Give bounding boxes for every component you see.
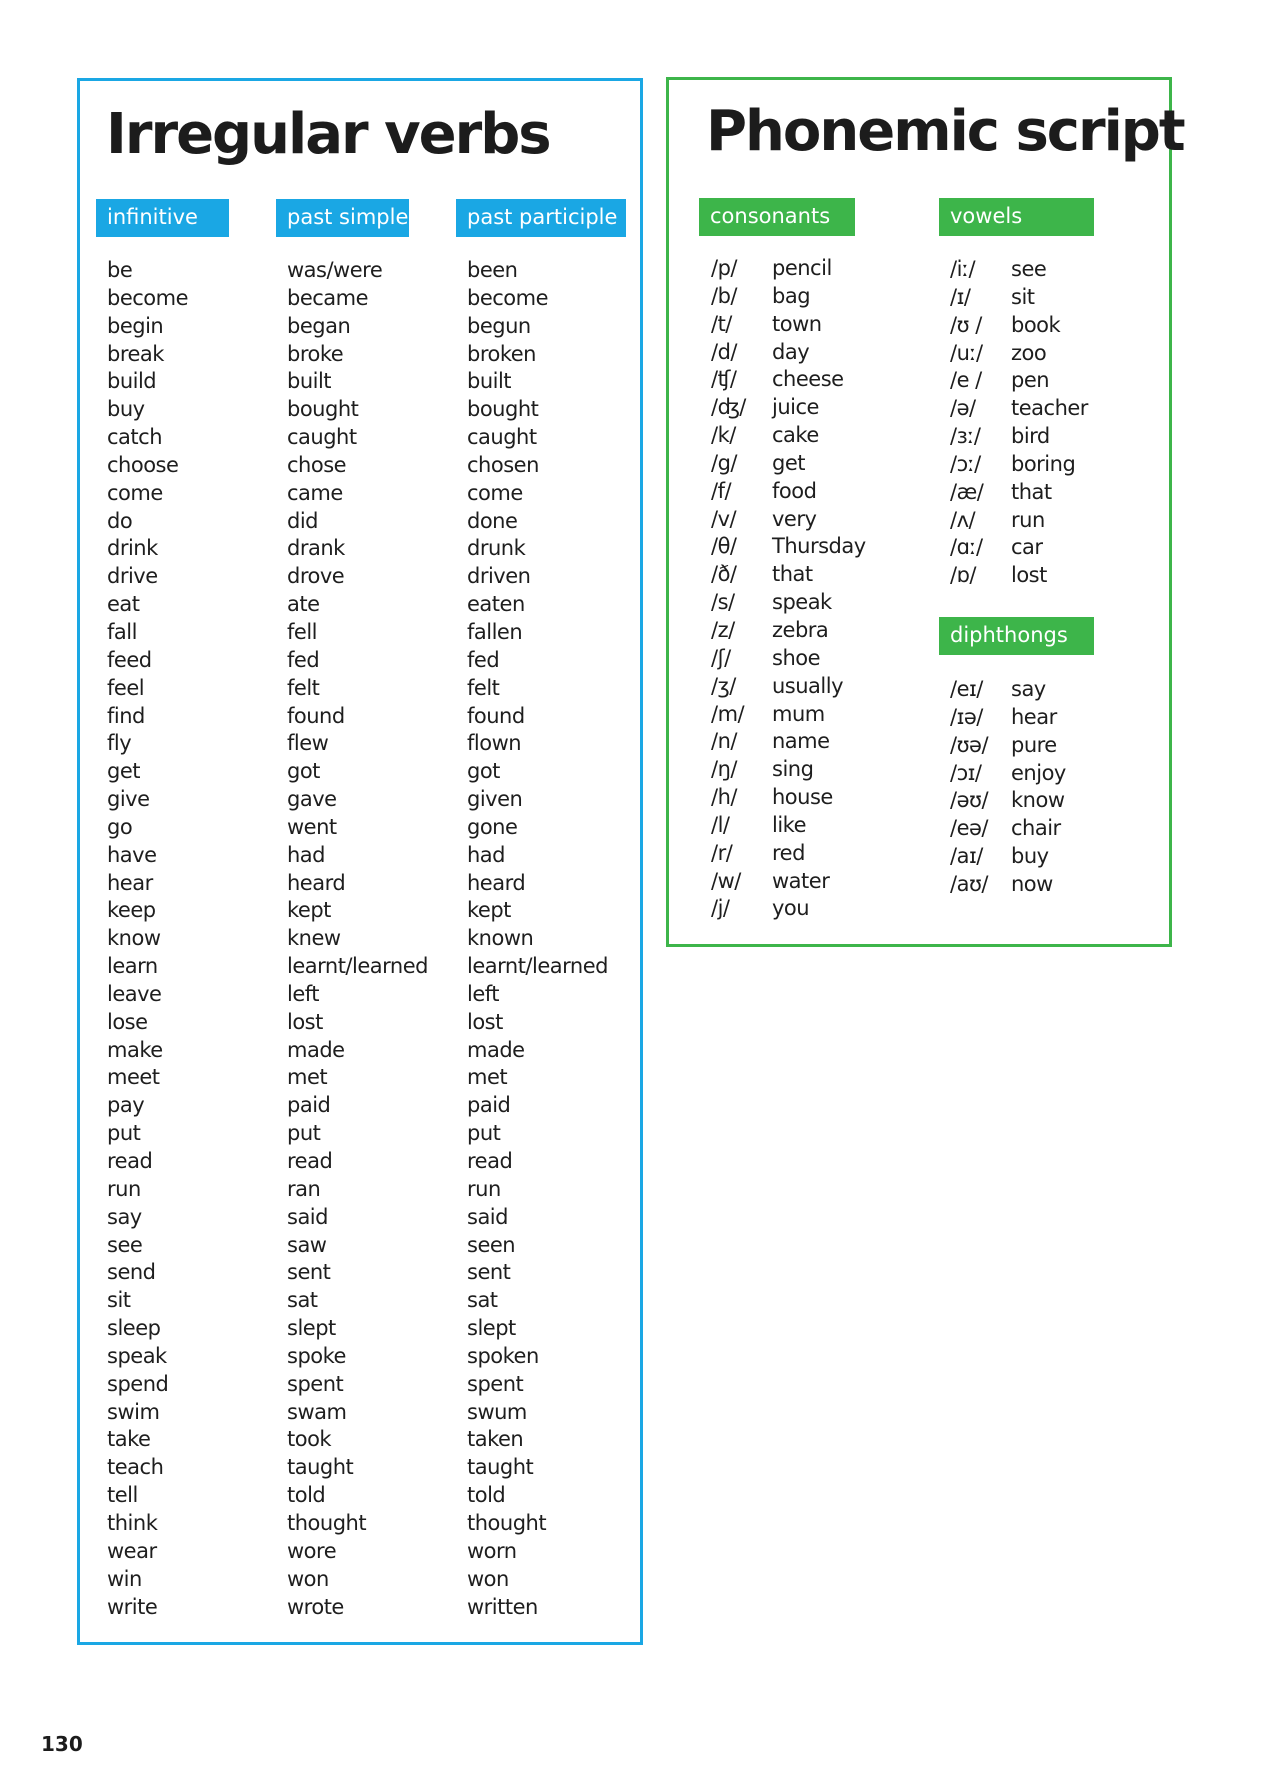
example-word: bag [772,283,811,308]
verb-cell: seen [467,1232,516,1257]
verb-cell: say [107,1204,142,1229]
example-word: bird [1011,424,1050,449]
phoneme-row [711,840,911,868]
diphthongs-header: diphthongs [939,617,1094,655]
phoneme-row [950,312,1150,340]
verb-cell: said [287,1204,328,1229]
verb-cell: come [107,480,163,505]
verb-cell: felt [287,675,320,700]
example-word: shoe [772,645,821,670]
verb-cell: broken [467,341,536,366]
verb-cell: kept [467,898,511,923]
phoneme-row [950,423,1150,451]
phoneme-symbol: /b/ [711,283,737,308]
verb-cell: fallen [467,619,523,644]
verb-cell: become [107,285,189,310]
verb-cell: sat [467,1288,498,1313]
example-word: red [772,840,805,865]
past-simple-header: past simple [276,199,409,237]
verb-cell: keep [107,898,156,923]
verb-cell: flew [287,731,329,756]
phoneme-row [950,562,1150,590]
verb-cell: met [287,1065,328,1090]
diphthongs-list [950,676,1150,899]
verb-cell: put [107,1121,141,1146]
phoneme-row [950,760,1150,788]
verb-cell: taught [287,1455,354,1480]
verb-cell: fell [287,619,317,644]
example-word: enjoy [1011,760,1066,785]
verb-cell: give [107,787,150,812]
verb-cell: done [467,508,518,533]
phoneme-row [711,450,911,478]
verb-cell: found [467,703,525,728]
verb-cell: written [467,1594,538,1619]
verb-cell: lost [467,1009,503,1034]
example-word: now [1011,871,1053,896]
verb-cell: fall [107,619,137,644]
verb-cell: broke [287,341,344,366]
verb-cell: gave [287,787,337,812]
phoneme-row [950,732,1150,760]
verb-cell: break [107,341,164,366]
phoneme-row [950,704,1150,732]
phoneme-row [711,311,911,339]
phoneme-row [950,534,1150,562]
verb-cell: make [107,1037,163,1062]
phoneme-symbol: /ɑː/ [950,535,983,560]
verb-cell: made [287,1037,345,1062]
phoneme-symbol: /ʊ / [950,312,982,337]
phoneme-symbol: /aʊ/ [950,871,988,896]
irregular-verbs-panel [77,78,643,1645]
phoneme-symbol: /ð/ [711,562,737,587]
verb-cell: chosen [467,452,539,477]
example-word: that [772,562,813,587]
verb-cell: built [467,369,512,394]
verb-cell: felt [467,675,500,700]
phoneme-symbol: /d/ [711,339,737,364]
consonants-list [711,255,911,923]
verb-cell: ran [287,1176,321,1201]
verb-cell: get [107,759,140,784]
example-word: speak [772,590,832,615]
example-word: pure [1011,732,1057,757]
verb-cell: learnt/learned [287,954,428,979]
verb-cell: hear [107,870,153,895]
infinitive-header: infinitive [96,199,229,237]
phoneme-symbol: /k/ [711,423,736,448]
phoneme-symbol: /n/ [711,729,737,754]
phoneme-row [950,340,1150,368]
phoneme-row [711,478,911,506]
verb-cell: find [107,703,145,728]
example-word: day [772,339,810,364]
page-number: 130 [41,1732,83,1756]
verb-cell: bought [287,397,359,422]
verb-cell: paid [467,1093,511,1118]
verb-cell: take [107,1427,151,1452]
example-word: book [1011,312,1061,337]
example-word: sing [772,757,814,782]
verb-cell: fed [287,647,320,672]
phoneme-row [950,843,1150,871]
verb-cell: begun [467,313,531,338]
verb-cell: wear [107,1538,157,1563]
example-word: sit [1011,284,1035,309]
phoneme-symbol: /t/ [711,311,732,336]
irregular-verbs-title: Irregular verbs [106,102,550,167]
verb-cell: got [287,759,320,784]
phoneme-row [711,255,911,283]
example-word: know [1011,788,1065,813]
verb-cell: won [287,1566,329,1591]
phoneme-row [711,561,911,589]
verb-cell: made [467,1037,525,1062]
verb-cell: wrote [287,1594,344,1619]
verb-cell: catch [107,425,163,450]
verb-cell: kept [287,898,331,923]
phoneme-symbol: /ɔː/ [950,451,981,476]
vowels-header: vowels [939,198,1094,236]
verb-cell: learnt/learned [467,954,608,979]
example-word: run [1011,507,1045,532]
verb-cell: drink [107,536,158,561]
phoneme-symbol: /p/ [711,256,737,280]
verb-cell: thought [287,1510,367,1535]
phoneme-row [711,366,911,394]
verb-cell: spoken [467,1343,539,1368]
example-word: like [772,812,807,837]
phoneme-symbol: /g/ [711,450,737,475]
verb-cell: go [107,814,133,839]
consonants-header: consonants [699,198,855,236]
phoneme-symbol: /j/ [711,896,730,921]
phoneme-symbol: /ɒ/ [950,563,976,588]
phoneme-symbol: /əʊ/ [950,788,989,813]
phoneme-row [711,283,911,311]
phoneme-symbol: /e / [950,368,982,393]
phoneme-symbol: /ɪə/ [950,704,983,729]
verb-cell: began [287,313,351,338]
phoneme-symbol: /ɔɪ/ [950,760,982,785]
phoneme-symbol: /ɜː/ [950,424,981,449]
example-word: house [772,785,833,810]
phoneme-row [950,787,1150,815]
verb-cell: win [107,1566,142,1591]
verb-cell: flown [467,731,522,756]
verb-cell: read [287,1149,333,1173]
verb-cell: read [467,1149,513,1173]
verb-cell: sit [107,1288,131,1313]
verb-cell: met [467,1065,508,1090]
phoneme-symbol: /æ/ [950,479,984,504]
phoneme-row [711,394,911,422]
phoneme-row [950,815,1150,843]
example-word: buy [1011,844,1049,869]
phoneme-row [711,506,911,534]
example-word: mum [772,701,825,726]
phoneme-symbol: /iː/ [950,257,976,281]
example-word: food [772,478,817,503]
example-word: you [772,896,810,921]
example-word: boring [1011,451,1076,476]
verb-cell: went [287,814,337,839]
verb-cell: tell [107,1483,138,1508]
verb-cell: became [287,285,369,310]
phoneme-row [711,701,911,729]
verb-cell: see [107,1232,143,1257]
verb-cell: choose [107,452,179,477]
phoneme-row [950,451,1150,479]
phoneme-symbol: /ʌ/ [950,507,976,532]
verb-cell: thought [467,1510,547,1535]
verb-cell: read [107,1149,153,1173]
verb-cell: spoke [287,1343,346,1368]
verb-cell: write [107,1594,158,1619]
example-word: pencil [772,256,832,280]
verb-cell: fed [467,647,500,672]
phoneme-symbol: /r/ [711,840,733,865]
verb-cell: send [107,1260,156,1285]
verb-cell: leave [107,981,162,1006]
verb-cell: do [107,508,133,533]
verb-cell: left [467,981,500,1006]
verb-cell: driven [467,564,531,589]
phoneme-row [711,617,911,645]
verb-cell: be [107,258,133,282]
phoneme-symbol: /w/ [711,868,741,893]
example-word: car [1011,535,1043,560]
phoneme-symbol: /ʒ/ [711,673,736,698]
verb-cell: eat [107,592,140,617]
verb-cell: begin [107,313,164,338]
example-word: see [1011,257,1047,281]
verb-cell: heard [467,870,526,895]
phoneme-symbol: /ə/ [950,396,976,421]
phoneme-symbol: /z/ [711,617,735,642]
phoneme-row [711,812,911,840]
verb-cell: feed [107,647,152,672]
verb-cell: slept [467,1316,516,1341]
verb-cell: did [287,508,318,533]
phoneme-row [711,868,911,896]
phoneme-row [711,673,911,701]
verb-cell: drank [287,536,345,561]
example-word: pen [1011,368,1050,393]
verb-cell: lost [287,1009,323,1034]
verb-cell: slept [287,1316,336,1341]
verb-cell: build [107,369,157,394]
phonemic-script-title: Phonemic script [706,99,1184,164]
verb-cell: lose [107,1009,148,1034]
phoneme-symbol: /v/ [711,506,737,531]
phoneme-row [950,367,1150,395]
infinitive-column [107,257,188,1621]
phoneme-row [950,871,1150,899]
past-participle-column [467,257,608,1621]
verb-cell: spend [107,1371,169,1396]
example-word: chair [1011,816,1061,841]
example-word: cheese [772,367,844,392]
verb-cell: think [107,1510,158,1535]
verb-cell: given [467,787,523,812]
verb-cell: chose [287,452,347,477]
vowels-list [950,256,1150,590]
phoneme-row [950,395,1150,423]
phoneme-row [711,728,911,756]
example-word: Thursday [772,534,866,559]
verb-cell: sent [467,1260,511,1285]
example-word: that [1011,479,1052,504]
verb-cell: sent [287,1260,331,1285]
phoneme-row [711,533,911,561]
example-word: cake [772,423,819,448]
phoneme-row [950,284,1150,312]
phoneme-symbol: /uː/ [950,340,983,365]
phoneme-symbol: /m/ [711,701,745,726]
verb-cell: was/were [287,258,383,282]
example-word: get [772,450,805,475]
verb-cell: won [467,1566,509,1591]
phoneme-symbol: /f/ [711,478,732,503]
verb-cell: eaten [467,592,525,617]
verb-cell: took [287,1427,332,1452]
phoneme-row [950,256,1150,284]
phoneme-row [950,676,1150,704]
example-word: very [772,506,817,531]
example-word: teacher [1011,396,1088,421]
verb-cell: built [287,369,332,394]
verb-cell: got [467,759,500,784]
phoneme-symbol: /ʤ/ [711,395,746,420]
example-word: usually [772,673,844,698]
phoneme-row [711,756,911,784]
verb-cell: left [287,981,320,1006]
verb-cell: ate [287,592,320,617]
phoneme-symbol: /s/ [711,590,735,615]
verb-cell: wore [287,1538,337,1563]
phoneme-row [950,479,1150,507]
verb-cell: swam [287,1399,347,1424]
verb-cell: become [467,285,549,310]
verb-cell: paid [287,1093,331,1118]
verb-cell: sleep [107,1316,161,1341]
verb-cell: found [287,703,345,728]
verb-cell: sat [287,1288,318,1313]
verb-cell: came [287,480,343,505]
verb-cell: saw [287,1232,327,1257]
verb-cell: put [467,1121,501,1146]
phoneme-row [711,784,911,812]
verb-cell: put [287,1121,321,1146]
verb-cell: run [467,1176,501,1201]
example-word: name [772,729,830,754]
phoneme-symbol: /aɪ/ [950,844,983,869]
verb-cell: taught [467,1455,534,1480]
phoneme-row [711,422,911,450]
verb-cell: caught [467,425,537,450]
verb-cell: spent [287,1371,344,1396]
example-word: town [772,311,822,336]
verb-cell: gone [467,814,518,839]
verb-cell: knew [287,926,341,951]
verb-cell: heard [287,870,346,895]
verb-cell: swim [107,1399,160,1424]
verb-cell: drive [107,564,158,589]
past-simple-column [287,257,428,1621]
verb-cell: teach [107,1455,164,1480]
example-word: juice [772,395,819,420]
phoneme-row [711,895,911,923]
phoneme-row [711,589,911,617]
example-word: lost [1011,563,1047,588]
verb-cell: been [467,258,518,282]
verb-cell: come [467,480,523,505]
verb-cell: worn [467,1538,517,1563]
phoneme-row [950,507,1150,535]
phoneme-symbol: /ʧ/ [711,367,737,392]
verb-cell: drove [287,564,345,589]
example-word: say [1011,677,1046,701]
phoneme-row [711,339,911,367]
phoneme-symbol: /l/ [711,812,730,837]
example-word: zebra [772,617,829,642]
verb-cell: drunk [467,536,526,561]
verb-cell: spent [467,1371,524,1396]
verb-cell: learn [107,954,158,979]
verb-cell: buy [107,397,145,422]
phoneme-row [711,645,911,673]
phoneme-symbol: /ʊə/ [950,732,989,757]
verb-cell: speak [107,1343,167,1368]
verb-cell: bought [467,397,539,422]
verb-cell: swum [467,1399,527,1424]
verb-cell: meet [107,1065,160,1090]
verb-cell: run [107,1176,141,1201]
phoneme-symbol: /h/ [711,785,737,810]
verb-cell: feel [107,675,145,700]
phoneme-symbol: /ʃ/ [711,645,731,670]
phoneme-symbol: /ɪ/ [950,284,971,309]
verb-cell: known [467,926,534,951]
verb-cell: know [107,926,161,951]
verb-cell: have [107,842,157,867]
verb-cell: told [467,1483,506,1508]
verb-cell: had [287,842,326,867]
verb-cell: told [287,1483,326,1508]
phonemic-script-panel [666,77,1184,947]
example-word: zoo [1011,340,1047,365]
phoneme-symbol: /ŋ/ [711,757,737,782]
example-word: hear [1011,704,1057,729]
phoneme-symbol: /eɪ/ [950,677,983,701]
verb-cell: fly [107,731,132,756]
phoneme-symbol: /θ/ [711,534,737,559]
verb-cell: had [467,842,506,867]
verb-cell: said [467,1204,508,1229]
verb-cell: pay [107,1093,145,1118]
phoneme-symbol: /eə/ [950,816,988,841]
past-participle-header: past participle [456,199,626,237]
example-word: water [772,868,830,893]
verb-cell: caught [287,425,357,450]
verb-cell: taken [467,1427,524,1452]
